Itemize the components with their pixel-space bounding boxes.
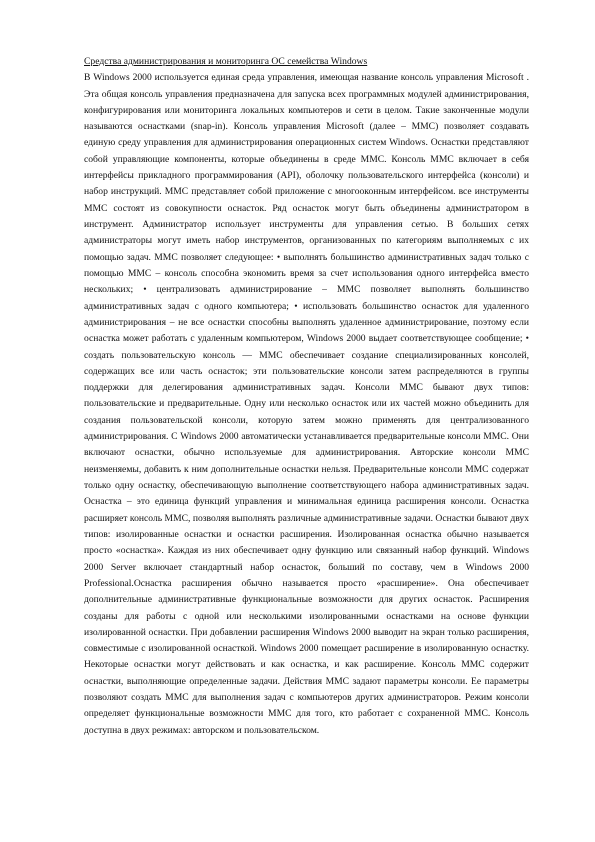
document-body: В Windows 2000 используется единая среда управления, имеющая название консоль управления Microsoft . Эта общая консоль управления предназначена для запуска всех программных модулей администрирования, конфигурирования или мониторинга локальных компьютеров и сети в целом. Такие законченные модули называются оснастками (snap-in). Консоль управления Microsoft (далее – MMC) позволяет создавать единую среду управления для администрирования операционных систем Windows. Оснастки представляют собой управляющие компоненты, которые объединены в среде MMC. Консоль MMC включает в себя интерфейсы прикладного программирования (API), оболочку пользовательского интерфейса (консоли) и набор инструкций. MMC представляет собой приложение с многооконным интерфейсом. все инструменты MMC состоят из совокупности оснасток. Ряд оснасток могут быть объединены администратором в инструмент. Администратор использует инструменты для управления сетью. В больших сетях администраторы могут иметь набор инструментов, организованных по категориям выполняемых с их помощью задач. MMC позволяет следующее: • выполнять большинство административных задач только с помощью MMC – консоль способна экономить время за счет использования одного интерфейса вместо нескольких; • централизовать администрирование – MMC позволяет выполнять большинство административных задач с одного компьютера; • использовать большинство оснасток для удаленного администрирования – не все оснастки способны выполнять удаленное администрирование, поэтому если оснастка может работать с удаленным компьютером, Windows 2000 выдает соответствующее сообщение; • создать пользовательскую консоль — MMC обеспечивает создание специализированных консолей, содержащих все или часть оснасток; эти пользовательские консоли затем распределяются в группы поддержки для делегирования административных задач. Консоли MMC бывают двух типов: пользовательские и предварительные. Одну или несколько оснасток или их частей можно объединить для создания пользовательской консоли, которую затем можно применять для централизованного администрирования. С Windows 2000 автоматически устанавливается предварительные консоли MMC. Они включают оснастки, обычно используемые для администрирования. Авторские консоли MMC неизменяемы, добавить к ним дополнительные оснастки нельзя. Предварительные консоли MMC содержат только одну оснастку, обеспечивающую выполнение соответствующего набора административных задач. Оснастка – это единица функций управления и минимальная единица расширения консоли. Оснастка расширяет консоль MMC, позволяя выполнять различные административные задачи. Оснастки бывают двух типов: изолированные оснастки и оснастки расширения. Изолированная оснастка обычно называется просто «оснастка». Каждая из них обеспечивает одну функцию или связанный набор функций. Windows 2000 Server включает стандартный набор оснасток, больший по составу, чем в Windows 2000 Professional.Оснастка расширения обычно называется просто «расширение». Она обеспечивает дополнительные административные функциональные возможности для других оснасток. Расширения созданы для работы с одной или несколькими изолированными оснастками на основе функции изолированной оснастки. При добавлении расширения Windows 2000 выводит на экран только расширения, совместимые с изолированной оснасткой. Windows 2000 помещает расширение в изолированную оснастку. Некоторые оснастки могут действовать и как оснастка, и как расширение. Консоль MMC содержит оснастки, выполняющие определенные задачи. Действия MMC задают параметры консоли. Ее параметры позволяют создать MMC для выполнения задач с компьютеров других администраторов. Режим консоли определяет функциональные возможности MMC для того, кто работает с сохраненной MMC. Консоль доступна в двух режимах: авторском и пользовательском. [84, 72, 529, 736]
document-content [84, 54, 529, 739]
document-title: Средства администрирования и мониторинга ОС семейства Windows [84, 56, 368, 67]
